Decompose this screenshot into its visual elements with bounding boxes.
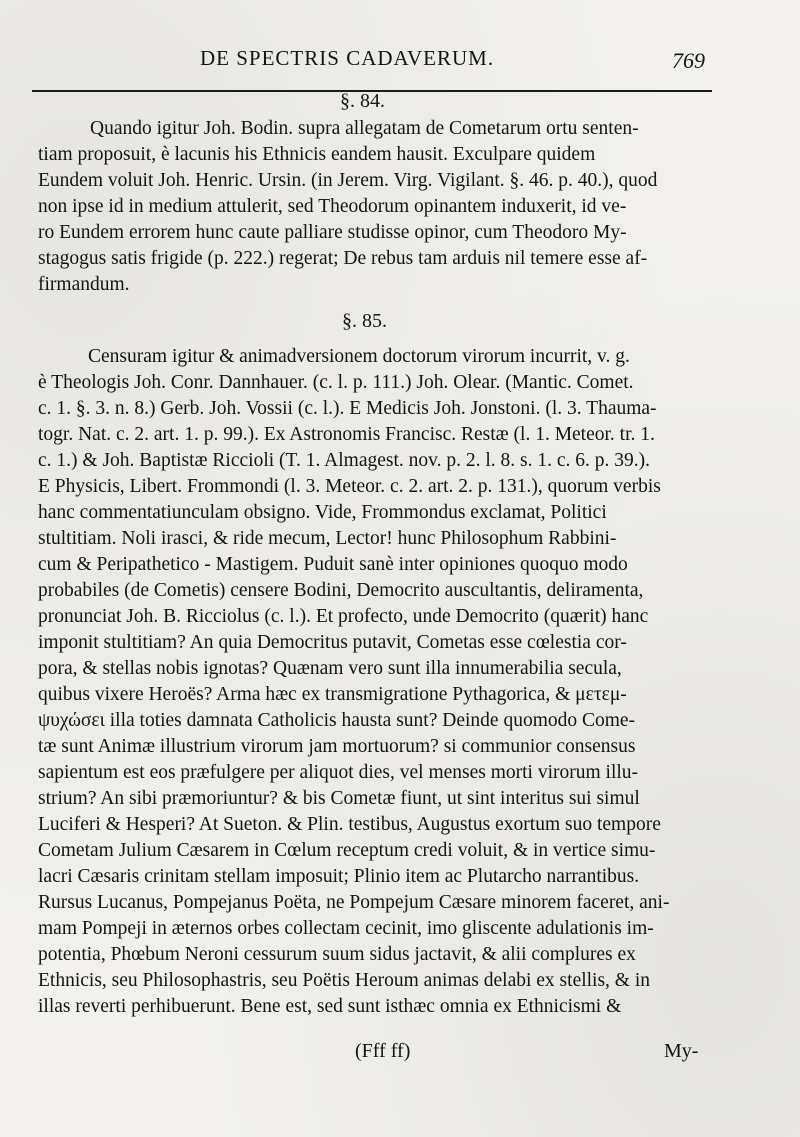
text-line: Quando igitur Joh. Bodin. supra allegatam de Cometarum ortu senten- xyxy=(90,118,639,139)
page-number: 769 xyxy=(672,48,705,73)
text-line: cum & Peripathetico - Mastigem. Puduit sanè inter opiniones quoquo modo xyxy=(38,554,628,575)
text-line: c. 1.) & Joh. Baptistæ Riccioli (T. 1. Almagest. nov. p. 2. l. 8. s. 1. c. 6. p. 39.). xyxy=(38,450,651,471)
text-line: lacri Cæsaris crinitam stellam imposuit; Plinio item ac Plutarcho narrantibus. xyxy=(38,866,640,887)
running-head xyxy=(0,44,800,80)
text-line: stultitiam. Noli irasci, & ride mecum, Lector! hunc Philosophum Rabbini- xyxy=(38,528,617,549)
text-line: mam Pompeji in æternos orbes collectam cecinit, imo gliscente adulationis im- xyxy=(38,918,654,939)
text-line: imponit stultitiam? An quia Democritus putavit, Cometas esse cœlestia cor- xyxy=(38,632,627,653)
text-line: ψυχώσει illa toties damnata Catholicis hausta sunt? Deinde quomodo Come- xyxy=(38,710,636,731)
text-line: è Theologis Joh. Conr. Dannhauer. (c. l. p. 111.) Joh. Olear. (Mantic. Comet. xyxy=(38,372,634,393)
section-mark-84: §. 84. xyxy=(340,90,385,112)
text-line: Cometam Julium Cæsarem in Cœlum receptum credi voluit, & in vertice simu- xyxy=(38,840,656,861)
text-line: Luciferi & Hesperi? At Sueton. & Plin. testibus, Augustus exortum suo tempore xyxy=(38,814,661,835)
text-line: illas reverti perhibuerunt. Bene est, sed sunt isthæc omnia ex Ethnicismi & xyxy=(38,996,622,1017)
text-line: sapientum est eos præfulgere per aliquot dies, vel menses morti virorum illu- xyxy=(38,762,639,783)
signature-mark: (Fff ff) xyxy=(355,1040,411,1062)
text-line: hanc commentatiunculam obsigno. Vide, Frommondus exclamat, Politici xyxy=(38,502,607,523)
section-mark-85: §. 85. xyxy=(342,310,387,332)
text-line: Ethnicis, seu Philosophastris, seu Poëtis Heroum animas delabi ex stellis, & in xyxy=(38,970,651,991)
text-line: c. 1. §. 3. n. 8.) Gerb. Joh. Vossii (c. l.). E Medicis Joh. Jonstoni. (l. 3. Thauma- xyxy=(38,398,657,419)
running-title: DE SPECTRIS CADAVERUM. xyxy=(200,46,495,70)
text-line: E Physicis, Libert. Frommondi (l. 3. Meteor. c. 2. art. 2. p. 131.), quorum verbis xyxy=(38,476,661,497)
text-line: quibus vixere Heroës? Arma hæc ex transmigratione Pythagorica, & μετεμ- xyxy=(38,684,627,705)
text-line: Censuram igitur & animadversionem doctorum virorum incurrit, v. g. xyxy=(88,346,630,367)
text-line: non ipse id in medium attulerit, sed Theodorum opinantem induxerit, id ve- xyxy=(38,196,627,217)
text-line: pora, & stellas nobis ignotas? Quænam vero sunt illa innumerabilia secula, xyxy=(38,658,622,679)
page-footer xyxy=(0,1040,800,1070)
text-line: strium? An sibi præmoriuntur? & bis Cometæ fiunt, ut sint interitus sui simul xyxy=(38,788,640,809)
text-line: pronunciat Joh. B. Ricciolus (c. l.). Et profecto, unde Democrito (quærit) hanc xyxy=(38,606,649,627)
text-line: tæ sunt Animæ illustrium virorum jam mortuorum? si communior consensus xyxy=(38,736,636,757)
text-line: ro Eundem errorem hunc caute palliare studisse opinor, cum Theodoro My- xyxy=(38,222,627,243)
text-line: tiam proposuit, è lacunis his Ethnicis eandem hausit. Exculpare quidem xyxy=(38,144,596,165)
catchword: My- xyxy=(664,1040,699,1062)
text-line: firmandum. xyxy=(38,274,130,295)
text-line: Rursus Lucanus, Pompejanus Poëta, ne Pompejum Cæsare minorem faceret, ani- xyxy=(38,892,670,913)
text-line: stagogus satis frigide (p. 222.) regerat; De rebus tam arduis nil temere esse af- xyxy=(38,248,648,269)
text-line: togr. Nat. c. 2. art. 1. p. 99.). Ex Astronomis Francisc. Restæ (l. 1. Meteor. tr. 1. xyxy=(38,424,655,445)
text-line: probabiles (de Cometis) censere Bodini, Democrito auscultantis, deliramenta, xyxy=(38,580,644,601)
text-line: potentia, Phœbum Neroni cessurum suum sidus jactavit, & alii complures ex xyxy=(38,944,636,965)
text-line: Eundem voluit Joh. Henric. Ursin. (in Jerem. Virg. Vigilant. §. 46. p. 40.), quod xyxy=(38,170,658,191)
